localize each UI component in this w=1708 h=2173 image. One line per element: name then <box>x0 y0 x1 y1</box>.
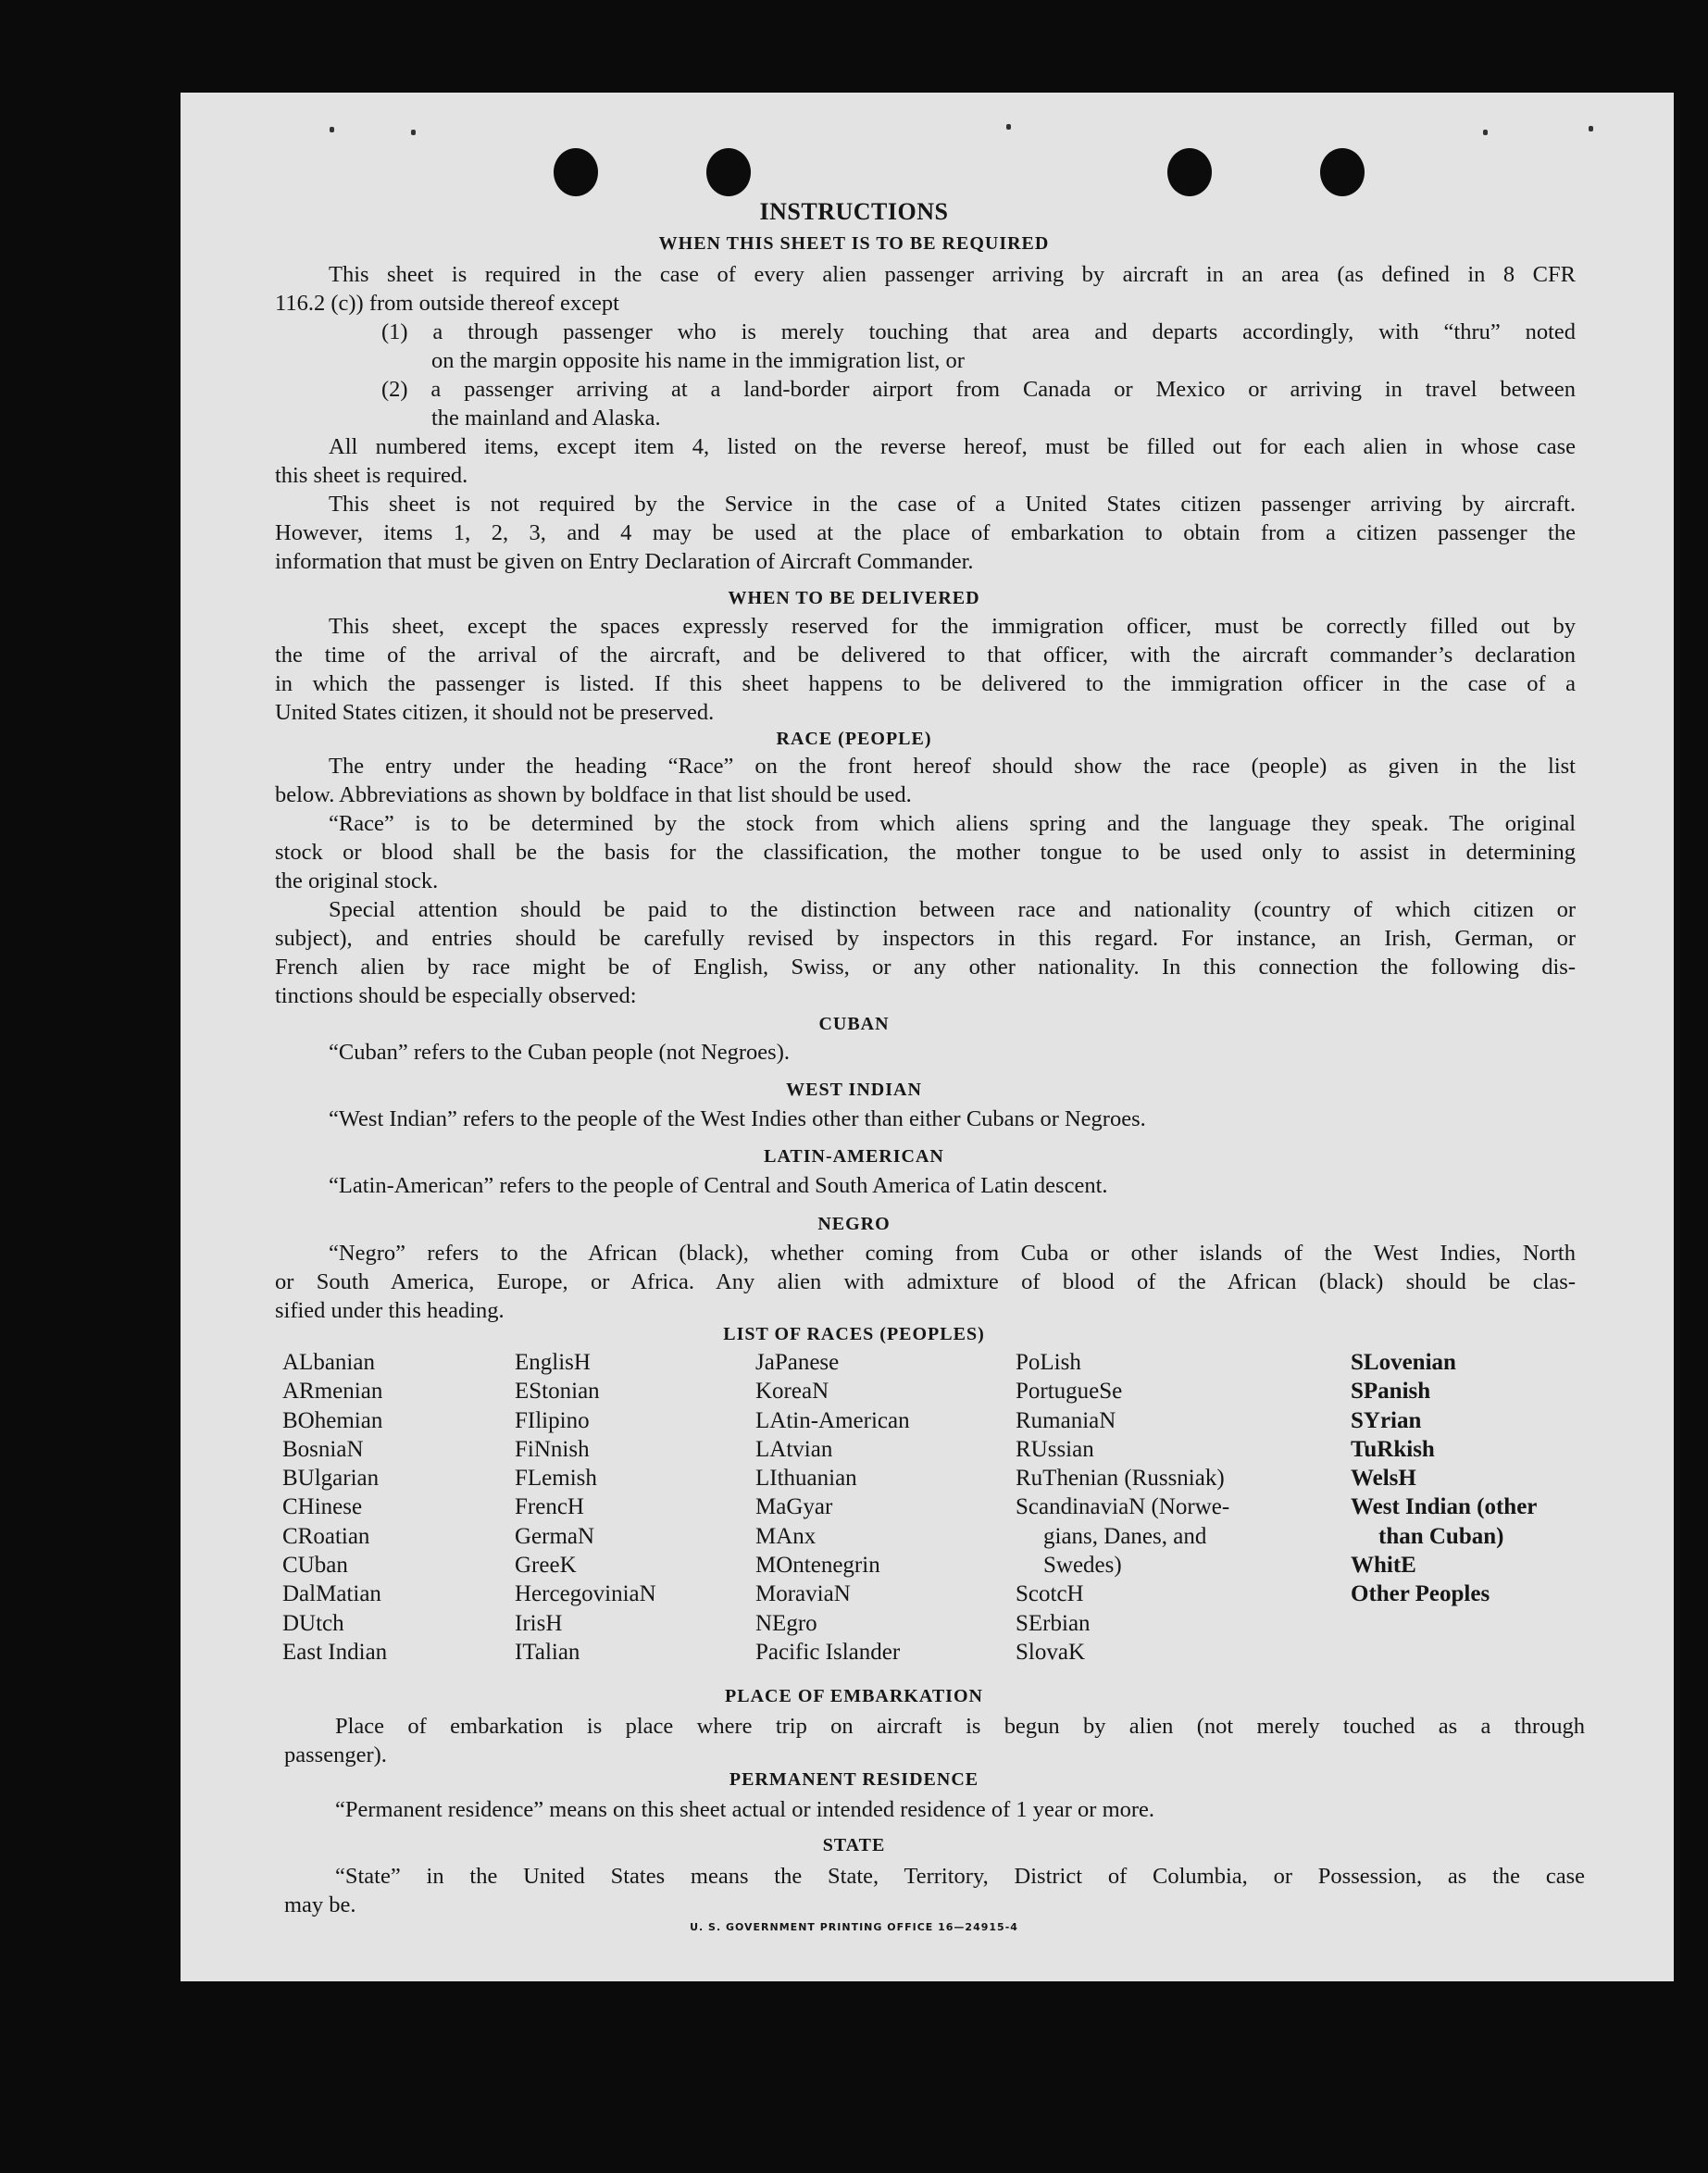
race-item: SPanish <box>1351 1379 1431 1405</box>
s2-l2: the time of the arrival of the aircraft, and be delivered to that officer, with the aircraft commander’s declaration <box>275 643 1576 668</box>
race-item: LAtvian <box>755 1436 833 1462</box>
race-item: NEgro <box>755 1610 817 1636</box>
s1-p3-l3: information that must be given on Entry Declaration of Aircraft Commander. <box>275 549 974 574</box>
race-item: FrencH <box>515 1494 584 1520</box>
s3-p2-l1: “Race” is to be determined by the stock from which aliens spring and the language they speak. The original <box>329 811 1576 836</box>
race-item: ScotcH <box>1016 1581 1084 1607</box>
residence-text: “Permanent residence” means on this sheet actual or intended residence of 1 year or more. <box>335 1797 1155 1822</box>
race-item: SlovaK <box>1016 1639 1085 1665</box>
punch-hole-1 <box>554 148 598 196</box>
races-column-5 <box>1351 1348 1537 1609</box>
negro-l1: “Negro” refers to the African (black), whether coming from Cuba or other islands of the West Indies, North <box>329 1241 1576 1266</box>
race-item: GermaN <box>515 1523 595 1549</box>
s2-l1: This sheet, except the spaces expressly reserved for the immigration officer, must be correctly filled out by <box>329 614 1576 639</box>
races-column-3 <box>755 1348 910 1667</box>
heading-latin-american: LATIN-AMERICAN <box>764 1146 944 1167</box>
s1-item1-l1: (1) a through passenger who is merely touching that area and departs accordingly, with “thru” noted <box>381 319 1576 344</box>
punch-hole-2 <box>706 148 751 196</box>
s3-p1-l1: The entry under the heading “Race” on the front hereof should show the race (people) as given in the list <box>329 754 1576 779</box>
state-l1: “State” in the United States means the State, Territory, District of Columbia, or Possession, as the case <box>335 1864 1585 1889</box>
heading-when-delivered: WHEN TO BE DELIVERED <box>728 588 980 608</box>
s1-item2-l1: (2) a passenger arriving at a land-border airport from Canada or Mexico or arriving in travel between <box>381 377 1576 402</box>
race-item: BosniaN <box>282 1436 364 1462</box>
race-item: Swedes) <box>1043 1553 1122 1579</box>
embark-l1: Place of embarkation is place where trip on aircraft is begun by alien (not merely touched as a through <box>335 1714 1585 1739</box>
race-item: LAtin-American <box>755 1407 910 1433</box>
s3-p2-l2: stock or blood shall be the basis for the classification, the mother tongue to be used only to assist in determining <box>275 840 1576 865</box>
negro-l2: or South America, Europe, or Africa. Any alien with admixture of blood of the African (black) should be clas- <box>275 1269 1576 1294</box>
race-item: TuRkish <box>1351 1436 1435 1462</box>
race-item: GreeK <box>515 1553 577 1579</box>
speck <box>1589 126 1593 131</box>
race-item: LIthuanian <box>755 1466 857 1492</box>
speck <box>1483 130 1488 135</box>
race-item: MoraviaN <box>755 1581 851 1607</box>
race-item: MAnx <box>755 1523 817 1549</box>
race-item: JaPanese <box>755 1350 840 1375</box>
race-item: West Indian (other <box>1351 1494 1538 1520</box>
race-item: gians, Danes, and <box>1043 1523 1207 1549</box>
s3-p3-l2: subject), and entries should be carefully revised by inspectors in this regard. For instance, an Irish, German, or <box>275 926 1576 951</box>
s1-p1-l2: 116.2 (c)) from outside thereof except <box>275 291 619 316</box>
heading-negro: NEGRO <box>817 1214 891 1234</box>
speck <box>1006 124 1011 130</box>
race-item: ScandinaviaN (Norwe- <box>1016 1494 1230 1520</box>
s3-p2-l3: the original stock. <box>275 868 439 893</box>
s1-p3-l2: However, items 1, 2, 3, and 4 may be used at the place of embarkation to obtain from a citizen passenger the <box>275 520 1576 545</box>
s1-p2-l1: All numbered items, except item 4, listed on the reverse hereof, must be filled out for each alien in whose case <box>329 434 1576 459</box>
s3-p3-l4: tinctions should be especially observed: <box>275 983 637 1008</box>
race-item: RUssian <box>1016 1436 1094 1462</box>
race-item: DalMatian <box>282 1581 381 1607</box>
race-item: HercegoviniaN <box>515 1581 656 1607</box>
s2-l3: in which the passenger is listed. If this sheet happens to be delivered to the immigration officer in the case of a <box>275 671 1576 696</box>
race-item: CRoatian <box>282 1523 370 1549</box>
races-column-4 <box>1016 1348 1229 1667</box>
race-item: EStonian <box>515 1379 600 1405</box>
race-item: ALbanian <box>282 1350 375 1375</box>
race-item: ITalian <box>515 1639 580 1665</box>
race-item: CHinese <box>282 1494 363 1520</box>
heading-west-indian: WEST INDIAN <box>786 1080 922 1100</box>
heading-list-of-races: LIST OF RACES (PEOPLES) <box>723 1324 985 1344</box>
s1-item1-l2: on the margin opposite his name in the immigration list, or <box>431 348 965 373</box>
speck <box>330 127 334 132</box>
heading-race: RACE (PEOPLE) <box>776 729 932 749</box>
race-item: WhitE <box>1351 1553 1416 1579</box>
race-item: ARmenian <box>282 1379 383 1405</box>
race-item: Pacific Islander <box>755 1639 901 1665</box>
race-item: SYrian <box>1351 1407 1422 1433</box>
heading-embarkation: PLACE OF EMBARKATION <box>725 1686 983 1706</box>
punch-hole-3 <box>1167 148 1212 196</box>
negro-l3: sified under this heading. <box>275 1298 505 1323</box>
s3-p3-l1: Special attention should be paid to the distinction between race and nationality (country of which citizen or <box>329 897 1576 922</box>
race-item: SLovenian <box>1351 1350 1456 1375</box>
cuban-text: “Cuban” refers to the Cuban people (not Negroes). <box>329 1040 790 1065</box>
race-item: BOhemian <box>282 1407 383 1433</box>
printing-office-footer: U. S. GOVERNMENT PRINTING OFFICE 16—24915-4 <box>690 1921 1018 1933</box>
race-item: SErbian <box>1016 1610 1091 1636</box>
race-item: BUlgarian <box>282 1466 380 1492</box>
s3-p3-l3: French alien by race might be of English, Swiss, or any other nationality. In this connection the following dis- <box>275 955 1576 980</box>
page-title: INSTRUCTIONS <box>759 198 949 225</box>
s1-p1-l1: This sheet is required in the case of every alien passenger arriving by aircraft in an area (as defined in 8 CFR <box>329 262 1576 287</box>
s2-l4: United States citizen, it should not be preserved. <box>275 700 715 725</box>
race-item: CUban <box>282 1553 348 1579</box>
race-item: Other Peoples <box>1351 1581 1490 1607</box>
races-column-2 <box>515 1348 656 1667</box>
embark-l2: passenger). <box>284 1742 387 1767</box>
race-item: KoreaN <box>755 1379 829 1405</box>
s1-p2-l2: this sheet is required. <box>275 463 468 488</box>
race-item: WelsH <box>1351 1466 1416 1492</box>
race-item: IrisH <box>515 1610 563 1636</box>
race-item: East Indian <box>282 1639 388 1665</box>
s1-item2-l2: the mainland and Alaska. <box>431 406 661 431</box>
race-item: RuThenian (Russniak) <box>1016 1466 1225 1492</box>
race-item: FiNnish <box>515 1436 590 1462</box>
race-item: FLemish <box>515 1466 597 1492</box>
race-item: RumaniaN <box>1016 1407 1116 1433</box>
race-item: MOntenegrin <box>755 1553 880 1579</box>
west-indian-text: “West Indian” refers to the people of the West Indies other than either Cubans or Negroes. <box>329 1106 1146 1131</box>
heading-when-required: WHEN THIS SHEET IS TO BE REQUIRED <box>658 233 1050 254</box>
heading-permanent-residence: PERMANENT RESIDENCE <box>729 1769 979 1790</box>
race-item: FIlipino <box>515 1407 590 1433</box>
latin-american-text: “Latin-American” refers to the people of Central and South America of Latin descent. <box>329 1173 1108 1198</box>
s1-p3-l1: This sheet is not required by the Service in the case of a United States citizen passenger arriving by aircraft. <box>329 492 1576 517</box>
speck <box>411 130 416 135</box>
state-l2: may be. <box>284 1892 356 1917</box>
race-item: PoLish <box>1016 1350 1081 1375</box>
heading-state: STATE <box>822 1835 886 1855</box>
races-column-1 <box>282 1348 387 1667</box>
race-item: MaGyar <box>755 1494 833 1520</box>
s3-p1-l2: below. Abbreviations as shown by boldface in that list should be used. <box>275 782 912 807</box>
race-item: than Cuban) <box>1378 1523 1504 1549</box>
punch-hole-4 <box>1320 148 1365 196</box>
race-item: PortugueSe <box>1016 1379 1123 1405</box>
race-item: EnglisH <box>515 1350 591 1375</box>
race-item: DUtch <box>282 1610 344 1636</box>
heading-cuban: CUBAN <box>818 1014 890 1034</box>
